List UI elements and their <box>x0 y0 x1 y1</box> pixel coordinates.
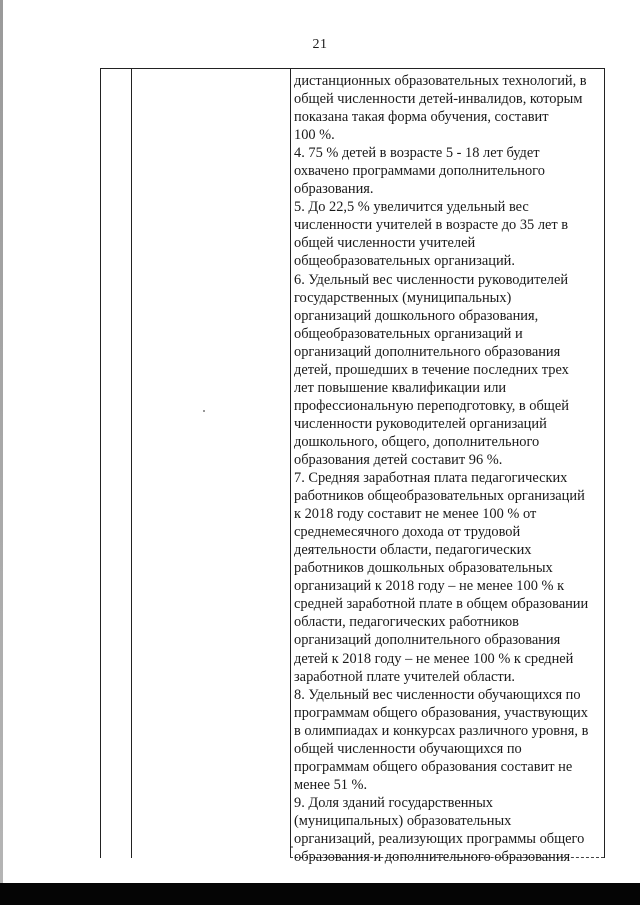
content-line: программам общего образования составит не <box>294 758 573 775</box>
scan-left-edge <box>0 0 3 883</box>
table-column-divider-1 <box>131 68 132 858</box>
content-line: государственных (муниципальных) <box>294 289 512 306</box>
content-line: показана такая форма обучения, составит <box>294 109 549 126</box>
content-line: 7. Средняя заработная плата педагогических <box>294 470 568 487</box>
content-line: организаций дошкольного образования, <box>294 307 539 324</box>
content-line: охвачено программами дополнительного <box>294 163 545 180</box>
content-line: 4. 75 % детей в возрасте 5 - 18 лет будет <box>294 145 540 162</box>
content-line: общей численности детей-инвалидов, которым <box>294 91 583 108</box>
table-cell-content <box>294 72 606 866</box>
content-line: организаций дополнительного образования <box>294 632 561 649</box>
content-line: организаций дополнительного образования <box>294 343 561 360</box>
scan-speck <box>291 846 293 848</box>
page-number: 21 <box>312 37 328 52</box>
content-line: лет повышение квалификации или <box>294 379 507 396</box>
content-line: в олимпиадах и конкурсах различного уровня, в <box>294 722 589 739</box>
content-line: общеобразовательных организаций. <box>294 253 515 270</box>
content-line: дистанционных образовательных технологий, в <box>294 73 587 89</box>
content-line: 100 %. <box>294 127 335 144</box>
content-line: общей численности обучающихся по <box>294 740 522 757</box>
content-line: деятельности области, педагогических <box>294 542 532 559</box>
content-line: образования детей составит 96 %. <box>294 451 503 468</box>
content-line: к 2018 году составит не менее 100 % от <box>294 506 537 523</box>
content-line: численности руководителей организаций <box>294 415 547 432</box>
content-line: общеобразовательных организаций и <box>294 325 523 342</box>
scan-bottom-bar <box>0 883 640 905</box>
content-line: менее 51 %. <box>294 776 368 793</box>
content-line: 9. Доля зданий государственных <box>294 794 493 811</box>
content-line: работников дошкольных образовательных <box>294 560 553 577</box>
content-line: 6. Удельный вес численности руководителей <box>294 271 569 288</box>
content-line: средней заработной плате в общем образовании <box>294 596 589 613</box>
content-line: образования. <box>294 181 374 198</box>
content-line: дошкольного, общего, дополнительного <box>294 433 540 450</box>
content-line: численности учителей в возрасте до 35 лет в <box>294 217 569 234</box>
content-line: 8. Удельный вес численности обучающихся по <box>294 686 581 703</box>
content-line: 5. До 22,5 % увеличится удельный вес <box>294 199 529 216</box>
content-line: организаций, реализующих программы общего <box>294 830 585 847</box>
content-line: образования и дополнительного образования <box>294 849 571 866</box>
content-line: заработной плате учителей области. <box>294 668 516 685</box>
content-line: среднемесячного дохода от трудовой <box>294 524 521 541</box>
content-line: общей численности учителей <box>294 235 476 252</box>
content-line: детей, прошедших в течение последних трех <box>294 361 569 378</box>
content-line: программам общего образования, участвующих <box>294 704 588 721</box>
table-column-divider-2 <box>290 68 291 858</box>
content-line: профессиональную переподготовку, в общей <box>294 397 569 414</box>
scan-speck <box>203 410 205 412</box>
table-top-border <box>100 68 604 69</box>
content-line: детей к 2018 году – не менее 100 % к средней <box>294 650 574 667</box>
content-line: организаций к 2018 году – не менее 100 % к <box>294 578 565 595</box>
content-line: работников общеобразовательных организаций <box>294 488 585 505</box>
content-line: (муниципальных) образовательных <box>294 812 512 829</box>
table-left-border <box>100 68 101 858</box>
content-line: области, педагогических работников <box>294 614 519 631</box>
